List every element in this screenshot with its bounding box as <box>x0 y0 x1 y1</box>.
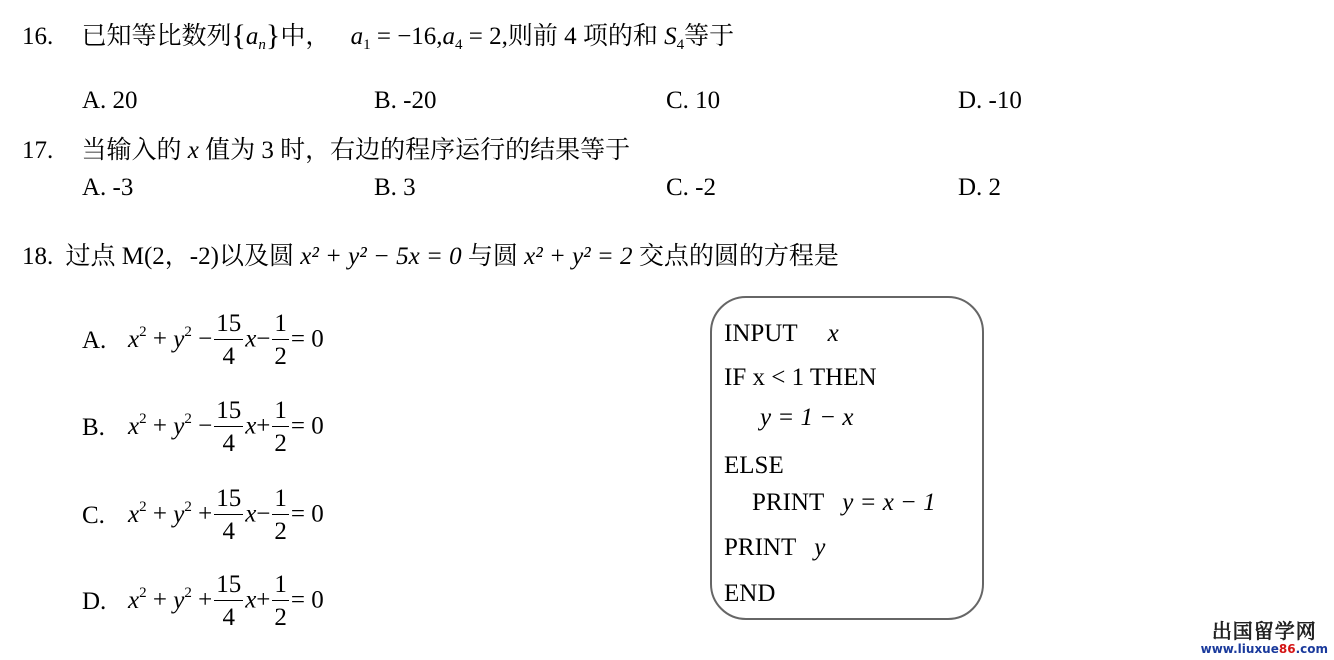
q18-term-x: x <box>245 325 257 353</box>
q18-frac1 <box>214 485 243 547</box>
q17-number: 17. <box>22 137 54 164</box>
program-line-input <box>724 320 839 348</box>
q17-option-c: C. -2 <box>666 174 716 201</box>
q18-frac1-num: 15 <box>214 397 243 427</box>
program-print-expr: y = x − 1 <box>842 489 936 516</box>
watermark-logo <box>1201 620 1328 656</box>
program-box <box>710 296 984 620</box>
q16-sum-var: S <box>664 23 677 50</box>
q16-number: 16. <box>22 23 54 50</box>
q18-frac2-num: 1 <box>272 485 289 515</box>
q16-text-after: 则前 4 项的和 <box>507 23 658 50</box>
watermark-title: 出国留学网 <box>1211 619 1317 643</box>
q18-frac2-num: 1 <box>272 571 289 601</box>
q18-option-d: D. $x^2 + y^2$ + $\frac{15}{4}$ x+ $\frac{1}{2}$ = 0 <box>82 571 324 631</box>
q18-frac2 <box>272 571 289 633</box>
q16-seq-sub: n <box>258 37 266 53</box>
q17-var: x <box>187 137 199 164</box>
q18-tail: = 0 <box>290 325 324 353</box>
q16-option-b: B. -20 <box>374 87 437 114</box>
q18-term-x: x <box>245 500 257 528</box>
q18-frac1-num: 15 <box>214 571 243 601</box>
q18-frac1 <box>214 310 243 372</box>
q16-text-mid: 中， <box>280 23 331 50</box>
q18-term-y2: $y^2$ <box>173 584 192 614</box>
watermark-url-b: 86 <box>1278 642 1296 656</box>
q18-sign2: + <box>256 586 271 614</box>
q18-circle2: x² + y² = 2 <box>524 243 633 270</box>
q18-text-b: 与圆 <box>467 243 518 270</box>
program-line-assign: y = 1 − x <box>760 404 854 431</box>
q17-text-before: 当输入的 <box>81 137 182 164</box>
q18-option-c: C. $x^2 + y^2$ + $\frac{15}{4}$ x− $\frac{1}{2}$ = 0 <box>82 485 324 545</box>
q18-frac1-den: 4 <box>222 518 235 545</box>
q16-option-a: A. 20 <box>82 87 138 114</box>
program-keyword-print: PRINT <box>724 534 797 561</box>
program-line-print-expr <box>752 489 936 517</box>
q18-frac1-den: 4 <box>222 343 235 370</box>
q18-option-label: B. <box>82 414 105 441</box>
q18-stem <box>22 236 839 272</box>
program-input-var: x <box>827 320 839 347</box>
q18-term-y2: $y^2$ <box>173 498 192 528</box>
q18-frac2-num: 1 <box>272 397 289 427</box>
q16-a4-sub: 4 <box>455 37 463 53</box>
q18-frac2-num: 1 <box>272 310 289 340</box>
q18-frac2 <box>272 485 289 547</box>
q18-frac2-den: 2 <box>274 604 287 631</box>
q17-option-a: A. -3 <box>82 174 134 201</box>
q18-sign2: − <box>256 500 271 528</box>
q18-term-y2: $y^2$ <box>173 323 192 353</box>
q16-text-before: 已知等比数列 <box>81 23 232 50</box>
q16-stem <box>22 16 734 52</box>
program-keyword-input: INPUT <box>724 320 798 347</box>
q18-tail: = 0 <box>290 500 324 528</box>
q16-seq-var: a <box>245 23 259 50</box>
q18-tail: = 0 <box>290 586 324 614</box>
q16-option-d: D. -10 <box>958 87 1022 114</box>
q18-frac2 <box>272 310 289 372</box>
q17-option-d: D. 2 <box>958 174 1002 201</box>
watermark-url-a: www.liuxue <box>1200 642 1279 656</box>
q18-frac1-num: 15 <box>214 485 243 515</box>
q18-text-a: 过点 M(2，-2)以及圆 <box>65 243 294 270</box>
q18-sign1: − <box>198 325 213 353</box>
q18-sign1: − <box>198 412 213 440</box>
q17-stem <box>22 130 630 166</box>
q18-term-y2: $y^2$ <box>173 410 192 440</box>
q18-term-x2: $x^2$ <box>128 584 147 614</box>
q17-option-b: B. 3 <box>374 174 416 201</box>
q16-a1-val: = −16, <box>370 23 443 50</box>
q18-term-x: x <box>245 586 257 614</box>
q18-term-x2: $x^2$ <box>128 410 147 440</box>
q16-a1-sub: 1 <box>363 37 371 53</box>
watermark-url-c: .com <box>1295 642 1328 656</box>
q18-term-x2: $x^2$ <box>128 498 147 528</box>
q18-circle1: x² + y² − 5x = 0 <box>300 243 462 270</box>
program-print-var: y <box>814 534 826 561</box>
watermark-url <box>1201 642 1328 656</box>
q16-sum-sub: 4 <box>676 37 685 53</box>
q18-text-c: 交点的圆的方程是 <box>638 243 839 270</box>
program-keyword-print: PRINT <box>752 489 825 516</box>
program-line-print-y <box>724 534 825 562</box>
q17-text-after: 值为 3 时，右边的程序运行的结果等于 <box>205 137 631 164</box>
q16-text-end: 等于 <box>684 23 735 50</box>
q16-option-c: C. 10 <box>666 87 721 114</box>
q18-frac1-num: 15 <box>214 310 243 340</box>
q18-tail: = 0 <box>290 412 324 440</box>
q16-a4-var: a <box>442 23 456 50</box>
q18-option-label: D. <box>82 588 107 615</box>
q18-frac2 <box>272 397 289 459</box>
q18-frac2-den: 2 <box>274 343 287 370</box>
program-line-if: IF x < 1 THEN <box>724 364 877 391</box>
program-line-end: END <box>724 580 776 607</box>
q18-frac2-den: 2 <box>274 430 287 457</box>
q18-frac1-den: 4 <box>222 604 235 631</box>
q18-frac1-den: 4 <box>222 430 235 457</box>
q18-term-x2: $x^2$ <box>128 323 147 353</box>
q18-option-label: C. <box>82 502 105 529</box>
q16-a1-var: a <box>350 23 364 50</box>
q18-frac2-den: 2 <box>274 518 287 545</box>
q18-sign1: + <box>198 586 213 614</box>
q16-brace-close: } <box>265 19 281 52</box>
q18-option-a: A. $x^2 + y^2$ − $\frac{15}{4}$ x− $\frac{1}{2}$ = 0 <box>82 310 324 370</box>
q16-brace-open: { <box>231 19 246 52</box>
q18-option-label: A. <box>82 327 107 354</box>
q18-option-b: B. $x^2 + y^2$ − $\frac{15}{4}$ x+ $\frac{1}{2}$ = 0 <box>82 397 324 457</box>
q18-sign2: + <box>256 412 271 440</box>
q18-sign2: − <box>256 325 271 353</box>
q18-number: 18. <box>22 243 54 270</box>
program-line-else: ELSE <box>724 452 784 479</box>
q18-frac1 <box>214 571 243 633</box>
q18-sign1: + <box>198 500 213 528</box>
q16-a4-val: = 2, <box>462 23 508 50</box>
q18-frac1 <box>214 397 243 459</box>
q18-term-x: x <box>245 412 257 440</box>
